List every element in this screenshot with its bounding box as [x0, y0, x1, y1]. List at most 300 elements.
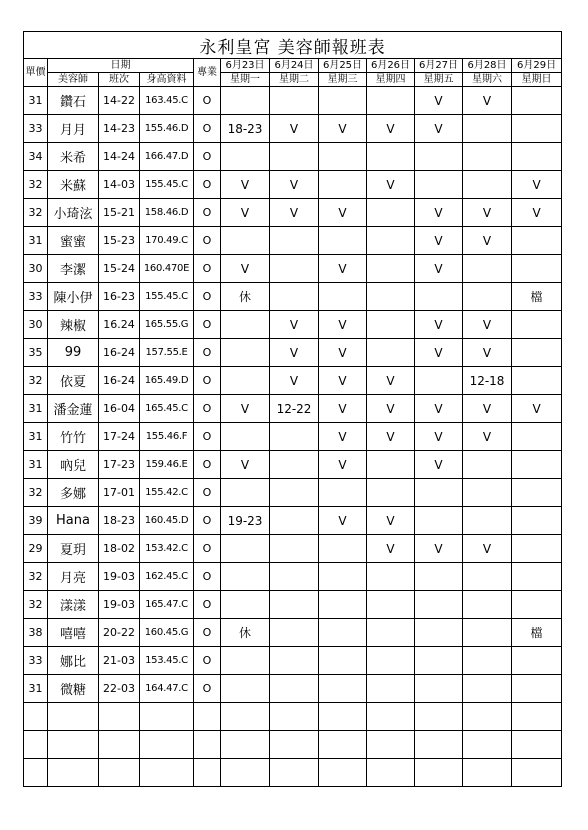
date-header: 6月29日 [512, 59, 562, 73]
day-cell [512, 479, 562, 507]
price-cell: 33 [24, 115, 48, 143]
date-group-header: 日期 [48, 59, 194, 73]
day-cell [367, 87, 415, 115]
body-info-cell: 160.45.G [140, 619, 194, 647]
day-cell: 休 [221, 619, 270, 647]
day-cell: V [512, 171, 562, 199]
date-header: 6月24日 [270, 59, 319, 73]
day-cell [221, 759, 270, 787]
day-cell: V [270, 115, 319, 143]
day-cell [512, 451, 562, 479]
weekday-header: 星期一 [221, 73, 270, 87]
price-cell: 32 [24, 591, 48, 619]
shift-cell: 17-01 [99, 479, 140, 507]
price-cell: 31 [24, 451, 48, 479]
day-cell [221, 339, 270, 367]
price-cell: 32 [24, 563, 48, 591]
price-cell: 32 [24, 367, 48, 395]
price-cell: 31 [24, 423, 48, 451]
day-cell: V [270, 311, 319, 339]
stylist-name-cell: 微糖 [48, 675, 99, 703]
day-cell [270, 451, 319, 479]
body-info-cell: 155.45.C [140, 283, 194, 311]
day-cell [367, 647, 415, 675]
table-row [24, 647, 562, 675]
day-cell [270, 143, 319, 171]
day-cell [319, 143, 367, 171]
day-cell: V [319, 395, 367, 423]
day-cell: V [319, 451, 367, 479]
stylist-header: 美容師 [48, 73, 99, 87]
price-cell [24, 731, 48, 759]
pro-mark-cell: O [194, 87, 221, 115]
stylist-name-cell: 潘金蓮 [48, 395, 99, 423]
stylist-name-cell: 依夏 [48, 367, 99, 395]
body-info-cell [140, 731, 194, 759]
stylist-name-cell: 嘻嘻 [48, 619, 99, 647]
day-cell: V [221, 395, 270, 423]
day-cell [221, 535, 270, 563]
day-cell: V [319, 423, 367, 451]
day-cell [221, 143, 270, 171]
body-info-cell: 155.46.D [140, 115, 194, 143]
day-cell: 18-23 [221, 115, 270, 143]
stylist-name-cell: 漾漾 [48, 591, 99, 619]
day-cell: V [367, 115, 415, 143]
day-cell: V [463, 423, 512, 451]
day-cell: V [463, 339, 512, 367]
day-cell [270, 255, 319, 283]
shift-cell [99, 759, 140, 787]
day-cell [367, 759, 415, 787]
day-cell: V [319, 507, 367, 535]
day-cell [367, 731, 415, 759]
day-cell [463, 759, 512, 787]
shift-cell: 22-03 [99, 675, 140, 703]
day-cell [463, 703, 512, 731]
body-info-cell: 170.49.C [140, 227, 194, 255]
date-header: 6月27日 [415, 59, 463, 73]
shift-cell: 18-23 [99, 507, 140, 535]
day-cell: V [367, 535, 415, 563]
table-row [24, 171, 562, 199]
pro-mark-cell: O [194, 283, 221, 311]
day-cell [367, 143, 415, 171]
day-cell [319, 171, 367, 199]
table-row [24, 255, 562, 283]
day-cell [415, 367, 463, 395]
body-info-cell: 164.47.C [140, 675, 194, 703]
day-cell [221, 591, 270, 619]
day-cell: V [415, 395, 463, 423]
day-cell [319, 227, 367, 255]
day-cell: V [415, 423, 463, 451]
sheet-title: 永利皇宮 美容師報班表 [24, 32, 562, 59]
day-cell [319, 731, 367, 759]
day-cell: V [415, 115, 463, 143]
table-row [24, 199, 562, 227]
day-cell [367, 199, 415, 227]
day-cell: 休 [221, 283, 270, 311]
table-row [24, 451, 562, 479]
day-cell [270, 591, 319, 619]
table-row [24, 227, 562, 255]
table-row [24, 535, 562, 563]
pro-header: 專業 [194, 59, 221, 87]
stylist-name-cell: 夏玥 [48, 535, 99, 563]
day-cell [221, 647, 270, 675]
table-row [24, 423, 562, 451]
shift-cell: 16.24 [99, 311, 140, 339]
body-info-cell: 166.47.D [140, 143, 194, 171]
day-cell [463, 563, 512, 591]
day-cell: V [319, 255, 367, 283]
stylist-name-cell: Hana [48, 507, 99, 535]
weekday-header: 星期日 [512, 73, 562, 87]
price-cell [24, 703, 48, 731]
body-info-cell: 162.45.C [140, 563, 194, 591]
stylist-name-cell: 鑽石 [48, 87, 99, 115]
stylist-name-cell: 米希 [48, 143, 99, 171]
day-cell [270, 227, 319, 255]
day-cell: V [463, 227, 512, 255]
shift-cell: 17-23 [99, 451, 140, 479]
price-cell: 31 [24, 87, 48, 115]
day-cell [415, 731, 463, 759]
shift-cell: 19-03 [99, 591, 140, 619]
day-cell [221, 675, 270, 703]
pro-mark-cell: O [194, 423, 221, 451]
day-cell [463, 451, 512, 479]
day-cell [463, 171, 512, 199]
day-cell [221, 703, 270, 731]
body-info-cell: 153.45.C [140, 647, 194, 675]
day-cell [367, 563, 415, 591]
price-cell: 38 [24, 619, 48, 647]
day-cell [463, 255, 512, 283]
day-cell [319, 675, 367, 703]
day-cell [463, 731, 512, 759]
day-cell [415, 171, 463, 199]
day-cell: V [319, 339, 367, 367]
day-cell [415, 563, 463, 591]
day-cell [319, 759, 367, 787]
weekday-header: 星期五 [415, 73, 463, 87]
price-cell: 33 [24, 283, 48, 311]
stylist-name-cell: 米蘇 [48, 171, 99, 199]
shift-cell: 16-04 [99, 395, 140, 423]
pro-mark-cell: O [194, 535, 221, 563]
day-cell [463, 479, 512, 507]
price-cell: 32 [24, 171, 48, 199]
stylist-name-cell: 竹竹 [48, 423, 99, 451]
shift-header: 班次 [99, 73, 140, 87]
table-row [24, 563, 562, 591]
pro-mark-cell: O [194, 675, 221, 703]
day-cell [415, 591, 463, 619]
day-cell: V [415, 535, 463, 563]
shift-cell: 15-24 [99, 255, 140, 283]
day-cell [221, 423, 270, 451]
body-info-cell: 155.45.C [140, 171, 194, 199]
pro-mark-cell: O [194, 171, 221, 199]
day-cell [270, 759, 319, 787]
table-row [24, 479, 562, 507]
day-cell [221, 563, 270, 591]
day-cell [415, 759, 463, 787]
body-info-cell: 165.49.D [140, 367, 194, 395]
stylist-name-cell: 蜜蜜 [48, 227, 99, 255]
stylist-name-cell [48, 759, 99, 787]
day-cell: V [367, 395, 415, 423]
day-cell [319, 87, 367, 115]
day-cell [270, 703, 319, 731]
shift-cell: 14-22 [99, 87, 140, 115]
day-cell [512, 591, 562, 619]
stylist-name-cell [48, 731, 99, 759]
day-cell: V [270, 199, 319, 227]
stylist-name-cell: 辣椒 [48, 311, 99, 339]
weekday-header: 星期二 [270, 73, 319, 87]
shift-cell: 18-02 [99, 535, 140, 563]
stylist-name-cell [48, 703, 99, 731]
day-cell [512, 647, 562, 675]
day-cell: V [270, 339, 319, 367]
day-cell [221, 87, 270, 115]
table-row [24, 507, 562, 535]
price-cell: 30 [24, 311, 48, 339]
pro-mark-cell: O [194, 563, 221, 591]
body-info-cell: 165.47.C [140, 591, 194, 619]
shift-cell: 15-21 [99, 199, 140, 227]
day-cell [270, 507, 319, 535]
day-cell: V [270, 367, 319, 395]
body-info-cell: 158.46.D [140, 199, 194, 227]
day-cell [512, 227, 562, 255]
price-cell: 35 [24, 339, 48, 367]
shift-cell [99, 703, 140, 731]
table-row [24, 675, 562, 703]
body-info-cell [140, 703, 194, 731]
shift-cell: 14-03 [99, 171, 140, 199]
day-cell: V [319, 367, 367, 395]
day-cell [319, 479, 367, 507]
day-cell [463, 507, 512, 535]
day-cell [221, 311, 270, 339]
day-cell [512, 423, 562, 451]
stylist-name-cell: 多娜 [48, 479, 99, 507]
day-cell [512, 759, 562, 787]
table-row [24, 591, 562, 619]
day-cell [221, 227, 270, 255]
day-cell [270, 619, 319, 647]
shift-cell [99, 731, 140, 759]
shift-cell: 16-24 [99, 339, 140, 367]
price-cell: 33 [24, 647, 48, 675]
pro-mark-cell: O [194, 451, 221, 479]
day-cell [367, 227, 415, 255]
day-cell [319, 535, 367, 563]
stylist-name-cell: 吶兒 [48, 451, 99, 479]
day-cell: V [270, 171, 319, 199]
pro-mark-cell: O [194, 143, 221, 171]
day-cell [270, 647, 319, 675]
body-info-cell: 160.470E [140, 255, 194, 283]
schedule-body [24, 87, 562, 787]
day-cell [367, 591, 415, 619]
day-cell [512, 255, 562, 283]
pro-mark-cell: O [194, 507, 221, 535]
table-row [24, 367, 562, 395]
day-cell [319, 619, 367, 647]
day-cell [463, 115, 512, 143]
day-cell: V [221, 255, 270, 283]
body-info-cell: 165.45.C [140, 395, 194, 423]
shift-cell: 19-03 [99, 563, 140, 591]
day-cell [415, 143, 463, 171]
stylist-name-cell: 李潔 [48, 255, 99, 283]
day-cell [319, 563, 367, 591]
shift-cell: 14-24 [99, 143, 140, 171]
day-cell [512, 367, 562, 395]
day-cell [512, 143, 562, 171]
body-info-cell: 153.42.C [140, 535, 194, 563]
day-cell [512, 731, 562, 759]
day-cell [512, 87, 562, 115]
stylist-name-cell: 99 [48, 339, 99, 367]
day-cell [512, 311, 562, 339]
weekday-header: 星期六 [463, 73, 512, 87]
day-cell [512, 563, 562, 591]
day-cell [319, 647, 367, 675]
pro-mark-cell [194, 703, 221, 731]
day-cell [319, 591, 367, 619]
body-info-cell: 165.55.G [140, 311, 194, 339]
shift-cell: 21-03 [99, 647, 140, 675]
day-cell [270, 731, 319, 759]
stylist-name-cell: 月月 [48, 115, 99, 143]
table-row [24, 283, 562, 311]
table-row [24, 703, 562, 731]
shift-cell: 20-22 [99, 619, 140, 647]
day-cell [367, 675, 415, 703]
pro-mark-cell: O [194, 591, 221, 619]
stylist-name-cell: 月亮 [48, 563, 99, 591]
pro-mark-cell: O [194, 227, 221, 255]
day-cell [512, 339, 562, 367]
price-cell: 31 [24, 675, 48, 703]
day-cell [415, 507, 463, 535]
day-cell: V [415, 199, 463, 227]
price-header: 單價 [24, 59, 48, 87]
table-row [24, 87, 562, 115]
day-cell: V [415, 227, 463, 255]
day-cell [463, 591, 512, 619]
day-cell [512, 507, 562, 535]
day-cell: 檔 [512, 619, 562, 647]
table-row [24, 395, 562, 423]
day-cell [367, 311, 415, 339]
day-cell: V [319, 311, 367, 339]
pro-mark-cell: O [194, 479, 221, 507]
day-cell [221, 367, 270, 395]
day-cell [221, 731, 270, 759]
day-cell [367, 619, 415, 647]
pro-mark-cell: O [194, 395, 221, 423]
day-cell: 檔 [512, 283, 562, 311]
table-row [24, 759, 562, 787]
day-cell [270, 563, 319, 591]
price-cell: 32 [24, 199, 48, 227]
pro-mark-cell [194, 731, 221, 759]
day-cell [367, 479, 415, 507]
day-cell [512, 703, 562, 731]
day-cell: V [367, 423, 415, 451]
shift-cell: 16-23 [99, 283, 140, 311]
day-cell: V [415, 451, 463, 479]
price-cell: 30 [24, 255, 48, 283]
table-row [24, 731, 562, 759]
day-cell [463, 143, 512, 171]
day-cell [512, 115, 562, 143]
stylist-name-cell: 陳小伊 [48, 283, 99, 311]
day-cell: 19-23 [221, 507, 270, 535]
day-cell: V [415, 311, 463, 339]
day-cell [512, 675, 562, 703]
day-cell [463, 647, 512, 675]
pro-mark-cell [194, 759, 221, 787]
day-cell [367, 283, 415, 311]
day-cell [319, 283, 367, 311]
pro-mark-cell: O [194, 255, 221, 283]
schedule-table [23, 31, 562, 787]
table-row [24, 619, 562, 647]
table-row [24, 143, 562, 171]
stylist-name-cell: 娜比 [48, 647, 99, 675]
weekday-header: 星期三 [319, 73, 367, 87]
body-info-cell: 160.45.D [140, 507, 194, 535]
day-cell: V [221, 171, 270, 199]
day-cell [367, 703, 415, 731]
price-cell: 39 [24, 507, 48, 535]
day-cell [463, 619, 512, 647]
day-cell [415, 675, 463, 703]
shift-cell: 16-24 [99, 367, 140, 395]
day-cell [415, 703, 463, 731]
price-cell [24, 759, 48, 787]
day-cell [415, 647, 463, 675]
day-cell [270, 423, 319, 451]
day-cell: V [512, 395, 562, 423]
pro-mark-cell: O [194, 199, 221, 227]
day-cell [415, 479, 463, 507]
day-cell: V [415, 339, 463, 367]
day-cell: V [221, 451, 270, 479]
day-cell [270, 675, 319, 703]
shift-cell: 14-23 [99, 115, 140, 143]
pro-mark-cell: O [194, 311, 221, 339]
day-cell: V [367, 367, 415, 395]
day-cell [367, 451, 415, 479]
body-info-cell: 155.46.F [140, 423, 194, 451]
price-cell: 34 [24, 143, 48, 171]
price-cell: 31 [24, 395, 48, 423]
day-cell: V [463, 395, 512, 423]
pro-mark-cell: O [194, 367, 221, 395]
date-header: 6月23日 [221, 59, 270, 73]
day-cell: V [463, 535, 512, 563]
day-cell: 12-18 [463, 367, 512, 395]
